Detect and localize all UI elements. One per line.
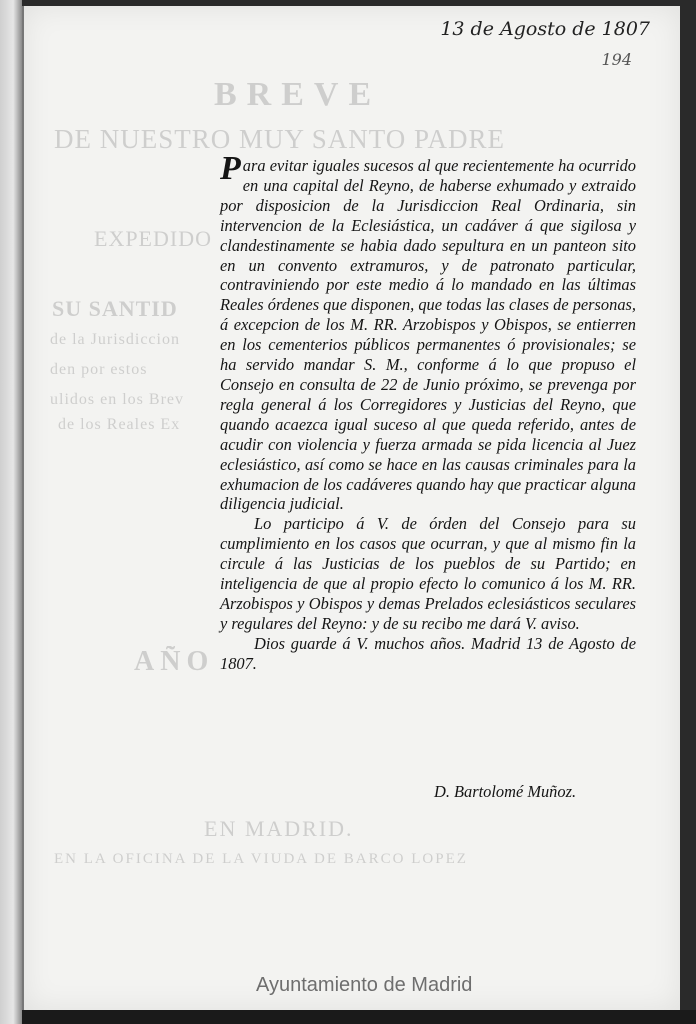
handwritten-folio-number: 194	[601, 50, 632, 69]
bleed-through-line: den por estos	[50, 361, 148, 378]
archive-watermark: Ayuntamiento de Madrid	[256, 974, 473, 996]
signature: D. Bartolomé Muñoz.	[434, 782, 577, 801]
bleed-through-line: BREVE	[214, 76, 382, 113]
scan-bottom-edge	[22, 1010, 696, 1024]
bleed-through-line: EXPEDIDO	[94, 226, 212, 251]
bleed-through-line: AÑO	[134, 646, 215, 677]
bleed-through-line: EN MADRID.	[204, 816, 354, 841]
paragraph-1	[220, 150, 636, 514]
bleed-through-line: ulidos en los Brev	[50, 391, 184, 408]
bleed-through-line: DE NUESTRO MUY SANTO PADRE	[54, 124, 506, 154]
bleed-through-line: EN LA OFICINA DE LA VIUDA DE BARCO LOPEZ	[54, 851, 468, 867]
bleed-through-line: de la Jurisdiccion	[50, 331, 180, 348]
document-page	[22, 6, 680, 1010]
paragraph-3: Dios guarde á V. muchos años. Madrid 13 de Agosto de 1807.	[220, 633, 636, 673]
paragraph-2: Lo participo á V. de órden del Consejo para su cumplimiento en los casos que ocurran, y que al mismo fin la circule á las Justicias de los pueblos de su Partido; en inteligencia de que al propio efecto lo comunico á los M. RR. Arzobispos y Obispos y demas Prelados eclesiásticos seculares y regulares del Reyno: y de su recibo me dará V. aviso.	[220, 514, 636, 633]
bleed-through-line: SU SANTID	[52, 296, 178, 321]
paragraph-1-text: ara evitar iguales sucesos al que recientemente ha ocurrido en una capital del Reyno, de haberse exhumado y extraido por disposicion de la Jurisdiccion Real Ordinaria, sin intervencion de la Eclesiástica, un cadáver á que sigilosa y clandestinamente se habia dado sepultura en un panteon sito en un convento extramuros, y de patronato particular, contraviniendo por este medio á lo mandado en las últimas Reales órdenes que disponen, que todas las clases de personas, á excepcion de los M. RR. Arzobispos y Obispos, se entierren en los cementerios públicos permanentes ó provisionales; se ha servido mandar S. M., conforme á lo que propuso el Consejo en consulta de 22 de Junio próximo, se prevenga por regla general á los Corregidores y Justicias del Reyno, que quando acaezca igual suceso al que queda referido, antes de acudir con violencia y fuerza armada se pida licencia al Juez eclesiástico, así como se hace en las causas criminales para la exhumacion de los cadáveres quando hay que practicar alguna diligencia judicial.	[220, 156, 636, 514]
handwritten-date-note: 13 de Agosto de 1807	[440, 18, 650, 40]
drop-cap: P	[220, 150, 241, 187]
bleed-through-line: de los Reales Ex	[58, 416, 181, 433]
document-body	[220, 150, 636, 674]
scan-binding-edge	[0, 0, 22, 1024]
